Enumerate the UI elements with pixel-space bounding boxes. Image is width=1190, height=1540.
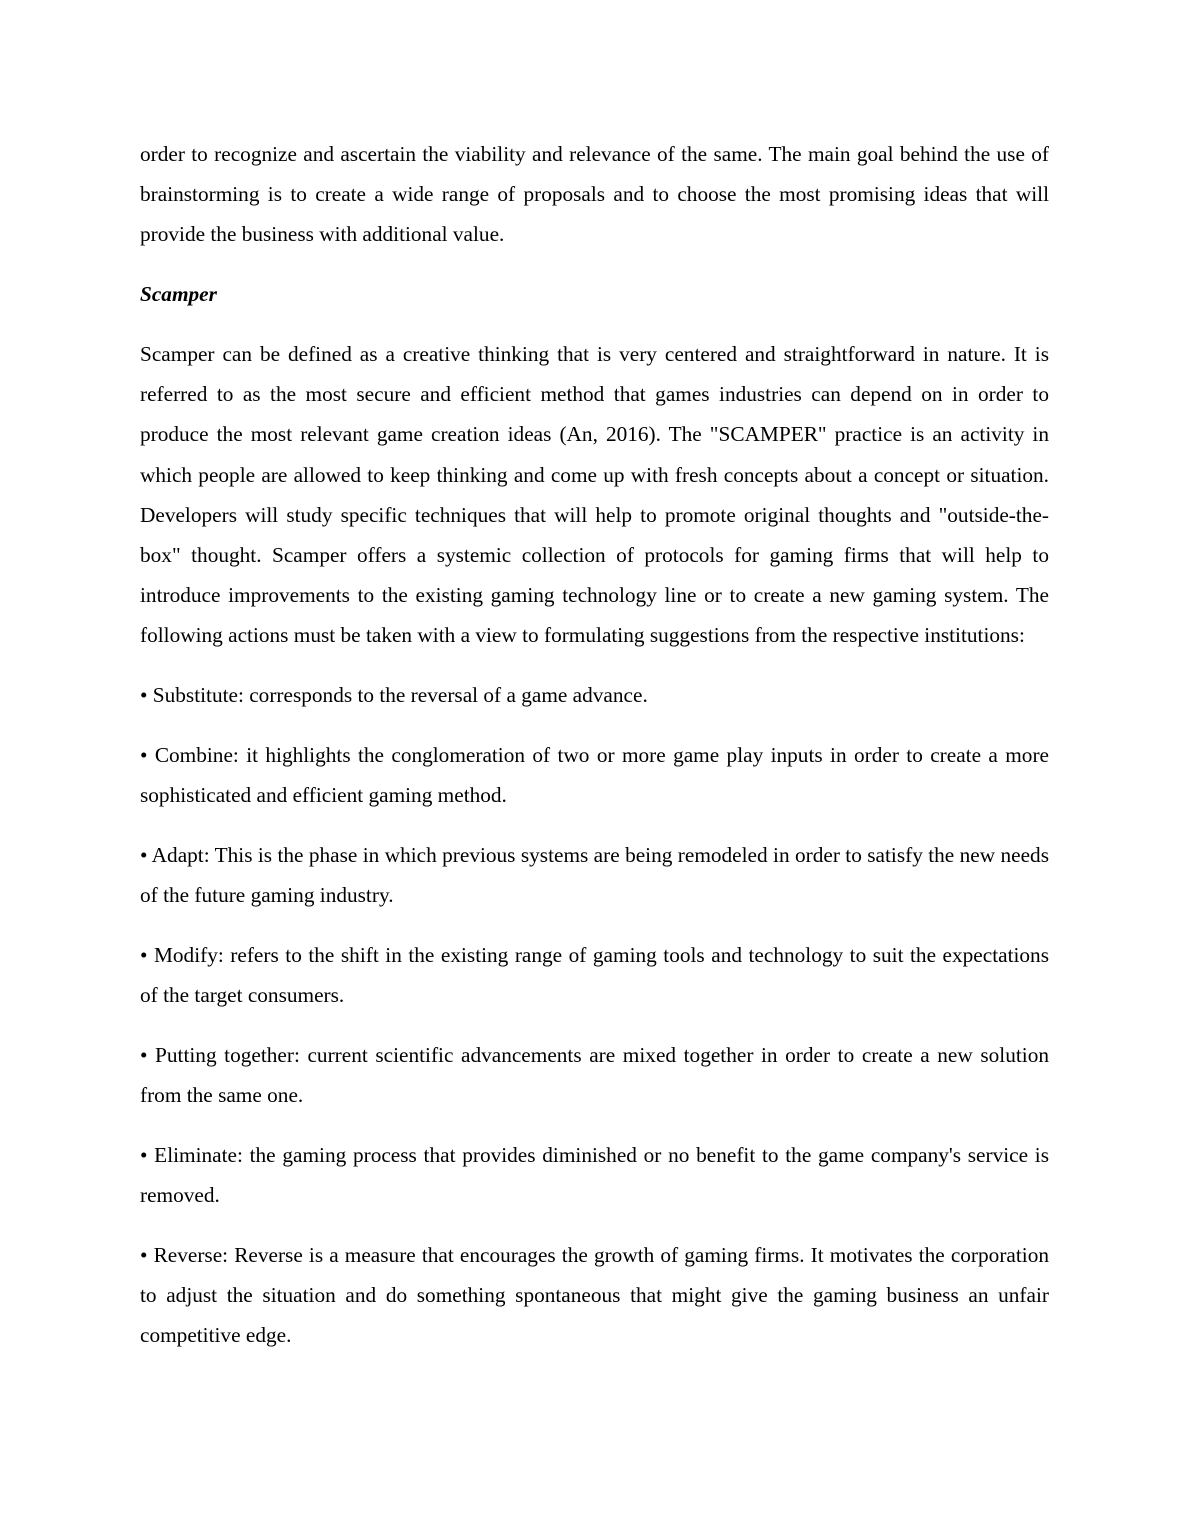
section-heading-scamper: Scamper: [140, 282, 217, 307]
bullet-modify: • Modify: refers to the shift in the existing range of gaming tools and technology to suit the expectations of the target consumers.: [140, 943, 1049, 1008]
bullet-substitute: • Substitute: corresponds to the reversal of a game advance.: [140, 683, 648, 708]
bullet-combine: • Combine: it highlights the conglomeration of two or more game play inputs in order to create a more sophisticated and efficient gaming method.: [140, 743, 1049, 808]
bullet-eliminate: • Eliminate: the gaming process that provides diminished or no benefit to the game company's service is removed.: [140, 1143, 1049, 1208]
bullet-adapt: • Adapt: This is the phase in which previous systems are being remodeled in order to satisfy the new needs of the future gaming industry.: [140, 843, 1049, 908]
bullet-reverse: • Reverse: Reverse is a measure that encourages the growth of gaming firms. It motivates the corporation to adjust the situation and do something spontaneous that might give the gaming business an unfair competitive edge.: [140, 1243, 1049, 1348]
document-body: [140, 134, 1049, 1375]
bullet-putting-together: • Putting together: current scientific advancements are mixed together in order to create a new solution from the same one.: [140, 1043, 1049, 1108]
scamper-paragraph: Scamper can be defined as a creative thinking that is very centered and straightforward in nature. It is referred to as the most secure and efficient method that games industries can depend on in order to produce the most relevant game creation ideas (An, 2016). The "SCAMPER" practice is an activity in which people are allowed to keep thinking and come up with fresh concepts about a concept or situation. Developers will study specific techniques that will help to promote original thoughts and "outside-the-box" thought. Scamper offers a systemic collection of protocols for gaming firms that will help to introduce improvements to the existing gaming technology line or to create a new gaming system. The following actions must be taken with a view to formulating suggestions from the respective institutions:: [140, 342, 1049, 648]
intro-paragraph: order to recognize and ascertain the viability and relevance of the same. The main goal behind the use of brainstorming is to create a wide range of proposals and to choose the most promising ideas that will provide the business with additional value.: [140, 142, 1049, 247]
